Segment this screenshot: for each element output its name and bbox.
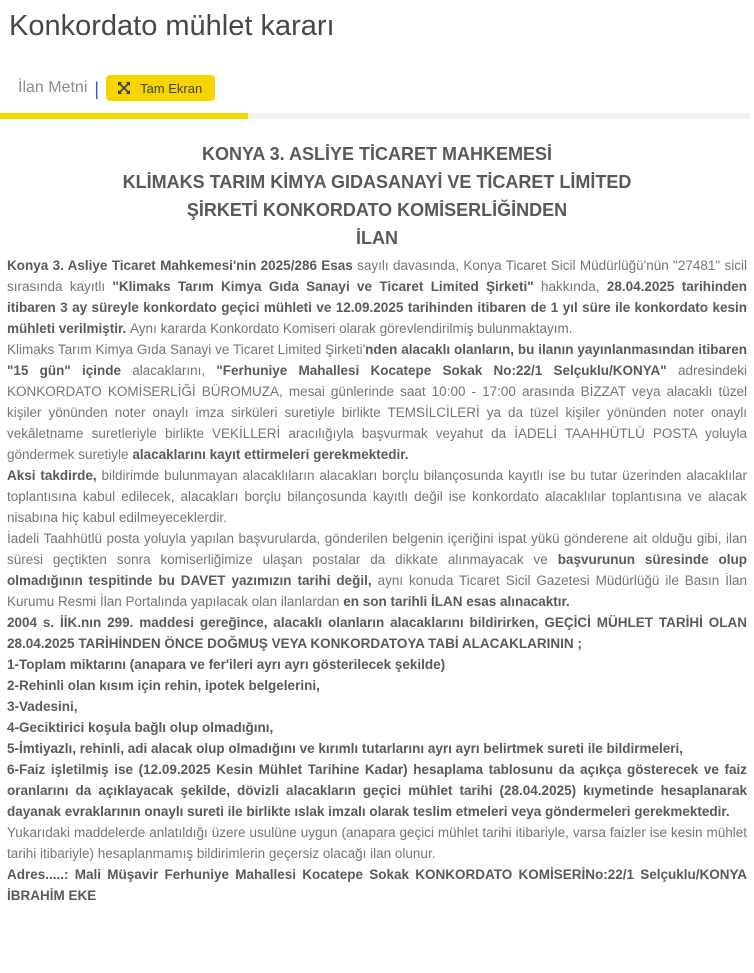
bold-text-run: 2-Rehinli olan kısım için rehin, ipotek belgelerini,	[7, 678, 320, 693]
bold-text-run: Adres.....: Mali Müşavir Ferhuniye Mahallesi Kocatepe Sokak KONKORDATO KOMİSERİNo:22/1 Selçuklu/KONYA İBRAHİM EKE	[7, 867, 747, 903]
bold-text-run: Aksi takdirde,	[7, 468, 102, 483]
document-paragraph	[7, 612, 747, 654]
bold-text-run: alacaklarını kayıt ettirmeleri gerekmektedir.	[132, 447, 409, 462]
court-heading: KONYA 3. ASLİYE TİCARET MAHKEMESİ	[201, 144, 553, 164]
bold-text-run: 5-İmtiyazlı, rehinli, adi alacak olup olmadığını ve kırımlı tutarlarını ayrı ayrı belirtmek sureti ile bildirmeleri,	[7, 741, 683, 756]
bold-text-run: 28.04.2025 tarihinden itibaren 3 ay süreyle konkordato geçici mühleti ve 12.09.2025 tarihinden itibaren de 1 yıl süre ile konkordato kesin mühleti verilmiştir.	[7, 279, 747, 336]
text-run: adresindeki KONKORDATO KOMİSERLİĞİ BÜROMUZA, mesai günlerinde saat 10:00 - 17:00 arasında BİZZAT veya alacaklı tüzel kişiler yönünden noter onaylı imza sirküleri suretiyle birlikte TEMSİLCİLERİ ya da tüzel kişiler yönünden noter onaylı vekâletname suretleriyle birlikte VEKİLLERİ aracılığıyla başvurmak veyahut da İADELİ TAAHHÜTLÜ POSTA yoluyla göndermek suretiyle	[7, 363, 747, 462]
text-run: Klimaks Tarım Kimya Gıda Sanayi ve Ticaret Limited Şirketi'	[7, 342, 366, 357]
text-run: Yukarıdaki maddelerde anlatıldığı üzere usulüne uygun (anapara geçici mühlet tarihi itibariyle, varsa faizler ise kesin mühlet tarihi itibariyle) hesaplanmamış bildirimlerin geçersiz olacağı ilan olunur.	[7, 825, 747, 861]
expand-arrows-icon	[117, 81, 131, 95]
document-paragraph	[7, 255, 747, 339]
document-paragraph	[7, 717, 747, 738]
document-heading-block	[7, 140, 747, 252]
document-paragraph	[7, 528, 747, 612]
fullscreen-button[interactable]	[106, 75, 215, 101]
text-run: İadeli Taahhütlü posta yoluyla yapılan başvurularda, gönderilen belgenin içeriğini ispat yükü gönderene ait olduğu gibi, ilan süresi geçtikten sonra komiserliğimize ulaşan postalar da dikkate alınmayacak ve	[7, 531, 747, 567]
page-title: Konkordato mühlet kararı	[9, 10, 335, 42]
bold-text-run: nden alacaklı olanların, bu ilanın yayınlanmasından itibaren "15 gün" içinde	[7, 342, 747, 378]
document-paragraph	[7, 759, 747, 822]
document-paragraph	[7, 675, 747, 696]
bold-text-run: 4-Geciktirici koşula bağlı olup olmadığını,	[7, 720, 274, 735]
bold-text-run: 6-Faiz işletilmiş ise (12.09.2025 Kesin Mühlet Tarihine Kadar) hesaplama tablosunu da açıkça gösterecek ve faiz oranlarını da açıklayacak şekilde, dövizli alacakların geçici mühlet tarihi (28.04.2025) kıymetinde hesaplanarak dayanak evraklarının onaylı sureti ile birlikte ıslak imzalı olarak teslim etmeleri veya göndermeleri gerekmektedir.	[7, 762, 747, 819]
bold-text-run: en son tarihli İLAN esas alınacaktır.	[343, 594, 570, 609]
document-paragraph	[7, 822, 747, 864]
text-run: Aynı kararda Konkordato Komiseri olarak görevlendirilmiş bulunmaktayım.	[130, 321, 573, 336]
text-run: aynı konuda Ticaret Sicil Gazetesi Müdürlüğü ile Basın İlan Kurumu Resmi İlan Portalında yapılacak olan ilanlardan	[7, 573, 747, 609]
bold-text-run: Konya 3. Asliye Ticaret Mahkemesi'nin 2025/286 Esas	[7, 258, 358, 273]
page	[0, 10, 754, 906]
bold-text-run: 1-Toplam miktarını (anapara ve fer'ileri ayrı ayrı gösterilecek şekilde)	[7, 657, 446, 672]
company-heading-line1: KLİMAKS TARIM KİMYA GIDASANAYİ VE TİCARET LİMİTED	[122, 172, 632, 192]
notice-document	[0, 119, 754, 906]
tab-ilan-metni[interactable]: İlan Metni	[18, 79, 88, 96]
bold-text-run: başvurunun süresinde olup olmadığının tespitinde bu DAVET yazımızın tarihi değil,	[7, 552, 747, 588]
text-run: sayılı davasında, Konya Ticaret Sicil Müdürlüğü'nün "27481" sicil sırasında kayıtlı	[7, 258, 747, 294]
bold-text-run: "Klimaks Tarım Kimya Gıda Sanayi ve Ticaret Limited Şirketi"	[112, 279, 541, 294]
document-paragraph	[7, 738, 747, 759]
document-paragraph	[7, 339, 747, 465]
bold-text-run: 2004 s. İİK.nın 299. maddesi gereğince, alacaklı olanların alacaklarını bildirirken, GEÇİCİ MÜHLET TARİHİ OLAN 28.04.2025 TARİHİNDEN ÖNCE DOĞMUŞ VEYA KONKORDATOYA TABİ ALACAKLARININ ;	[7, 615, 747, 651]
text-run: alacaklarını,	[132, 363, 217, 378]
bold-text-run: 3-Vadesini,	[7, 699, 78, 714]
document-paragraph	[7, 654, 747, 675]
tab-separator: |	[94, 78, 100, 99]
ilan-heading: İLAN	[356, 228, 398, 248]
document-paragraph	[7, 864, 747, 906]
text-run: bildirimde bulunmayan alacaklıların alacakları borçlu bilançosunda kayıtlı ise bu tutar üzerinden alacaklılar toplantısına kabul edilecek, alacakları borçlu bilançosunda kayıtlı değil ise konkordato alacaklılar toplantısına ve alacak nisabına hiç kabul edilmeyeceklerdir.	[7, 468, 747, 525]
bold-text-run: "Ferhuniye Mahallesi Kocatepe Sokak No:22/1 Selçuklu/KONYA"	[216, 363, 678, 378]
company-heading-line2: ŞİRKETİ KONKORDATO KOMİSERLİĞİNDEN	[186, 200, 568, 220]
text-run: hakkında,	[541, 279, 607, 294]
document-paragraph	[7, 465, 747, 528]
document-body	[7, 255, 747, 906]
toolbar	[18, 74, 754, 102]
document-paragraph	[7, 696, 747, 717]
fullscreen-button-label: Tam Ekran	[140, 80, 203, 96]
